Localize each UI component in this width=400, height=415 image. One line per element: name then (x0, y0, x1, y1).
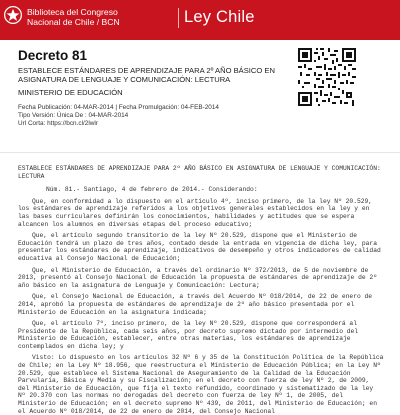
version-info: Tipo Versión: Única De : 04-MAR-2014 (18, 112, 129, 119)
site-header (0, 0, 400, 40)
considerando-4: Que, el Consejo Nacional de Educación, a través del Acuerdo Nº 018/2014, de 22 de enero de 2014, aprobó la propuesta de estándares de aprendizaje de 2º año básico presentada por el Ministerio de Educación en la asignatura indicada; (18, 293, 373, 316)
considerando-1: Que, en conformidad a lo dispuesto en el artículo 4º, inciso primero, de la ley Nº 20.529, los estándares de aprendizaje referidos a los objetivos generales establecidos en la ley y en las bases curriculares definirán los conocimientos, habilidades y actitudes que se espera alcancen los alumnos en diversas etapas del proceso educativo; (18, 197, 373, 228)
qr-code-icon (298, 48, 356, 106)
publication-dates: Fecha Publicación: 04-MAR-2014 | Fecha Promulgación: 04-FEB-2014 (18, 104, 219, 111)
brand-title[interactable]: Ley Chile (184, 8, 255, 26)
ministry-name: MINISTERIO DE EDUCACIÓN (18, 88, 123, 97)
decree-metadata (18, 48, 288, 128)
section-divider (0, 152, 400, 153)
decree-body (18, 165, 384, 415)
visto-paragraph: Visto: Lo dispuesto en los artículos 32 Nº 6 y 35 de la Constitución Política de la República de Chile; en la Ley Nº 18.956, que reestructura el Ministerio de Educación Pública; en la Ley Nº 20.529, que establece el Sistema Nacional de Aseguramiento de la Calidad de la Educación Parvularia, Básica y Media y su Fiscalización; en el decreto con fuerza de ley Nº 2, de 2009, del Ministerio de Educación, que fija el texto refundido, coordinado y sistematizado de la ley Nº 20.370 con las normas no derogadas del decreto con fuerza de ley Nº 1, de 2005, del Ministerio de Educación; en el decreto supremo Nº 439, de 2011, del Ministerio de Educación; en el Acuerdo Nº 018/2014, de 22 de enero de 2014, del Consejo Nacional (18, 354, 384, 415)
short-url[interactable]: Url Corta: https://bcn.cl/2lwlr (18, 120, 98, 127)
header-separator (178, 8, 179, 28)
logo-line-2: Nacional de Chile / BCN (27, 17, 120, 27)
body-intro: Núm. 81.- Santiago, 4 de febrero de 2014.- Considerando: (46, 186, 258, 194)
star-logo-icon[interactable] (4, 6, 22, 24)
considerando-5: Que, el artículo 7º, inciso primero, de la ley Nº 20.529, dispone que corresponderá al Presidente de la República, cada seis años, por decreto supremo dictado por intermedio del Ministerio de Educación, establecer, entre otras materias, los estándares de aprendizaje contemplados en dicha ley; y (18, 320, 359, 350)
considerando-2: Que, el artículo segundo transitorio de la ley Nº 20.529, dispone que el Ministerio de Educación tendrá un plazo de tres años, contado desde la entrada en vigencia de dicha ley, para presentar los estándares de aprendizaje, indicativos de desempeño y otros indicadores de calidad educativa al Consejo Nacional de Educación; (18, 232, 381, 262)
logo-line-1: Biblioteca del Congreso (27, 7, 118, 17)
library-logo-text[interactable] (27, 7, 120, 27)
body-heading: ESTABLECE ESTÁNDARES DE APRENDIZAJE PARA 2º AÑO BÁSICO EN ASIGNATURA DE LENGUAJE Y COMUNICACIÓN: LECTURA (18, 165, 381, 180)
decree-title: Decreto 81 (18, 48, 88, 63)
considerando-3: Que, el Ministerio de Educación, a través del ordinario Nº 372/2013, de 5 de noviembre de 2013, presentó al Consejo Nacional de Educación la propuesta de estándares de aprendizaje de 2º año básico en la asignatura de Lenguaje y Comunicación: Lectura; (18, 266, 377, 289)
decree-subtitle: ESTABLECE ESTÁNDARES DE APRENDIZAJE PARA 2º AÑO BÁSICO EN ASIGNATURA DE LENGUAJE Y COMUNICACIÓN: LECTURA (18, 66, 275, 84)
